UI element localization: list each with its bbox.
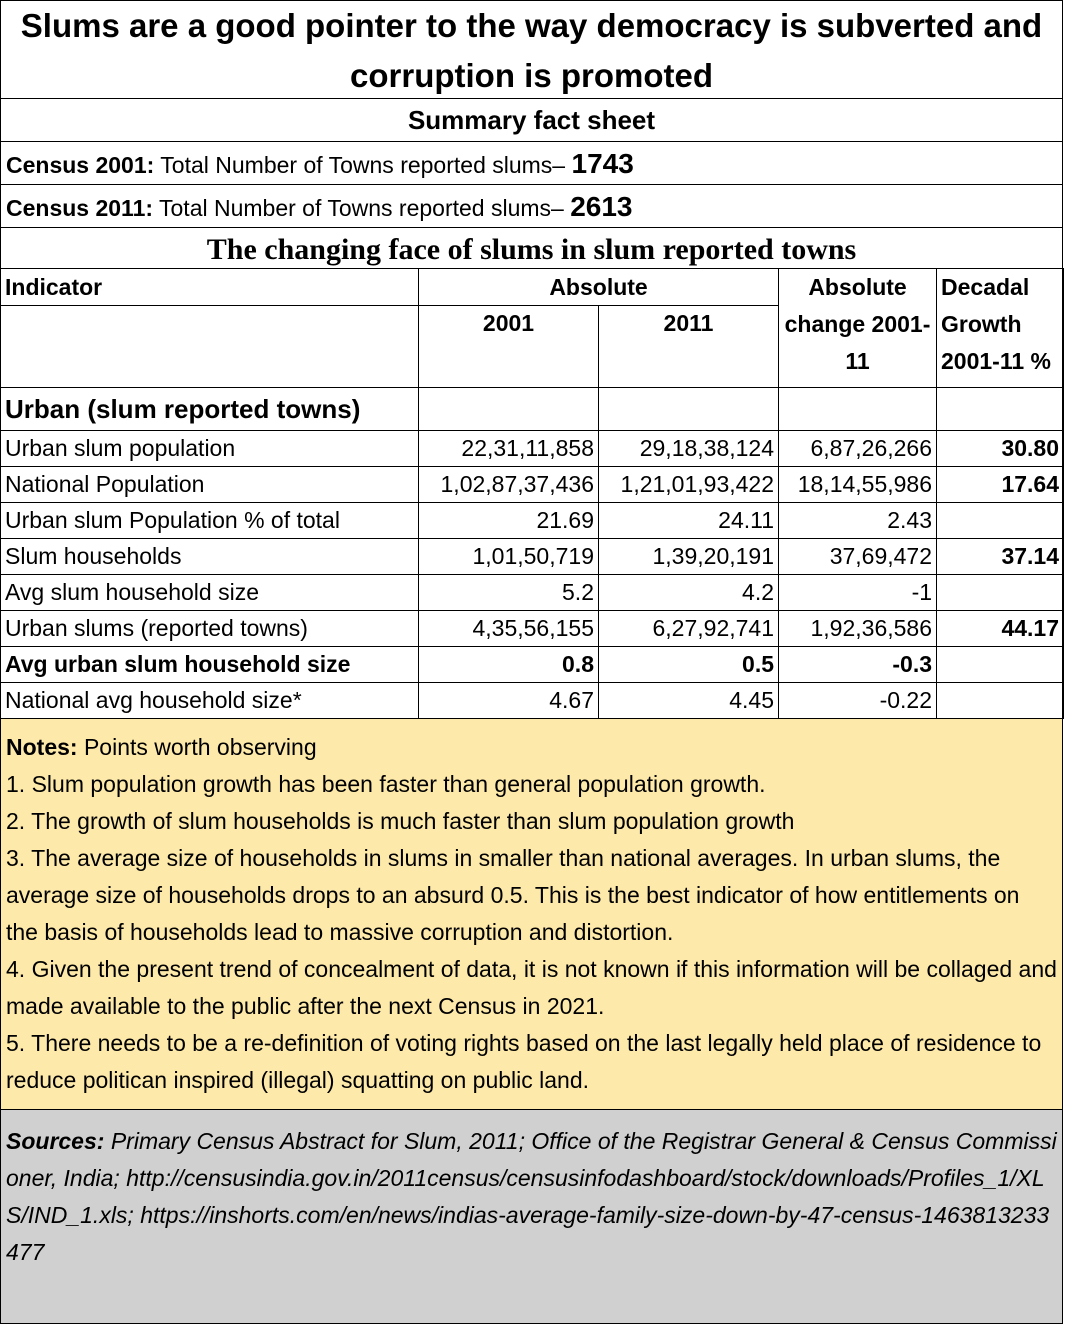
header-abs-change-l1: Absolute xyxy=(808,274,907,300)
sources-text: Primary Census Abstract for Slum, 2011; Office of the Registrar General & Census Commissioner, India; http://censusindia.gov.in/2011census/censusinfodashboard/stock/downloads/Profiles_1/XLS/IND_1.xls; https://inshorts.com/en/news/indias-average-family-size-down-by-47-census-1463813233477 xyxy=(6,1128,1057,1265)
row-value-2011: 0.5 xyxy=(599,647,779,683)
page-title: Slums are a good pointer to the way democracy is subverted and corruption is promoted xyxy=(1,1,1062,99)
sources-label: Sources: xyxy=(6,1128,105,1154)
census-2001-line xyxy=(1,142,1062,185)
row-value-2001: 4.67 xyxy=(419,683,599,719)
notes-intro: Points worth observing xyxy=(77,734,317,760)
header-abs-change-l3: 11 xyxy=(845,348,870,374)
row-value-2011: 6,27,92,741 xyxy=(599,611,779,647)
row-indicator: Urban slums (reported towns) xyxy=(1,611,419,647)
page-subtitle: Summary fact sheet xyxy=(1,99,1062,142)
header-decadal-l1: Decadal xyxy=(941,274,1030,300)
header-decadal-growth xyxy=(937,269,1064,388)
row-decadal-growth xyxy=(937,575,1064,611)
group-label: Urban (slum reported towns) xyxy=(1,388,419,431)
notes-label: Notes: xyxy=(6,734,78,760)
census-2001-text: Total Number of Towns reported slums– xyxy=(154,152,572,178)
empty-cell xyxy=(779,388,937,431)
row-absolute-change: 6,87,26,266 xyxy=(779,431,937,467)
row-decadal-growth xyxy=(937,683,1064,719)
row-value-2001: 1,01,50,719 xyxy=(419,539,599,575)
note-item: 2. The growth of slum households is much faster than slum population growth xyxy=(6,808,795,834)
row-value-2011: 24.11 xyxy=(599,503,779,539)
empty-cell xyxy=(599,388,779,431)
empty-cell xyxy=(937,388,1064,431)
table-row xyxy=(1,611,1064,647)
row-value-2001: 1,02,87,37,436 xyxy=(419,467,599,503)
row-value-2001: 0.8 xyxy=(419,647,599,683)
header-2001: 2001 xyxy=(419,306,599,388)
header-2011: 2011 xyxy=(599,306,779,388)
row-value-2011: 4.45 xyxy=(599,683,779,719)
census-2011-text: Total Number of Towns reported slums– xyxy=(153,195,571,221)
table-row xyxy=(1,467,1064,503)
sources-box xyxy=(1,1110,1062,1323)
row-absolute-change: -1 xyxy=(779,575,937,611)
header-indicator: Indicator xyxy=(1,269,419,306)
census-2001-value: 1743 xyxy=(571,148,634,179)
header-blank xyxy=(1,306,419,388)
note-item: 5. There needs to be a re-definition of voting rights based on the last legally held place of residence to reduce politican inspired (illegal) squatting on public land. xyxy=(6,1030,1042,1093)
table-row xyxy=(1,647,1064,683)
census-2011-value: 2613 xyxy=(570,191,633,222)
row-absolute-change: 18,14,55,986 xyxy=(779,467,937,503)
census-2001-label: Census 2001: xyxy=(6,152,155,178)
table-row xyxy=(1,431,1064,467)
row-indicator: National avg household size* xyxy=(1,683,419,719)
row-indicator: National Population xyxy=(1,467,419,503)
row-indicator: Avg urban slum household size xyxy=(1,647,419,683)
row-value-2011: 1,39,20,191 xyxy=(599,539,779,575)
row-indicator: Urban slum Population % of total xyxy=(1,503,419,539)
row-decadal-growth xyxy=(937,647,1064,683)
row-value-2011: 4.2 xyxy=(599,575,779,611)
row-value-2001: 21.69 xyxy=(419,503,599,539)
header-abs-change-l2: change 2001- xyxy=(784,311,931,337)
row-value-2001: 22,31,11,858 xyxy=(419,431,599,467)
section-title: The changing face of slums in slum reported towns xyxy=(206,233,857,266)
note-item: 3. The average size of households in slums in smaller than national averages. In urban slums, the average size of households drops to an absurd 0.5. This is the best indicator of how entitlements on the basis of households lead to massive corruption and distortion. xyxy=(6,845,1020,945)
row-value-2011: 1,21,01,93,422 xyxy=(599,467,779,503)
row-indicator: Avg slum household size xyxy=(1,575,419,611)
row-absolute-change: -0.3 xyxy=(779,647,937,683)
notes-box xyxy=(1,719,1062,1110)
row-decadal-growth: 37.14 xyxy=(937,539,1064,575)
row-absolute-change: 2.43 xyxy=(779,503,937,539)
census-2011-line xyxy=(1,185,1062,228)
row-indicator: Slum households xyxy=(1,539,419,575)
table-row xyxy=(1,503,1064,539)
note-item: 4. Given the present trend of concealment of data, it is not known if this information will be collaged and made available to the public after the next Census in 2021. xyxy=(6,956,1057,1019)
table-row xyxy=(1,575,1064,611)
row-value-2001: 5.2 xyxy=(419,575,599,611)
row-absolute-change: 1,92,36,586 xyxy=(779,611,937,647)
empty-cell xyxy=(419,388,599,431)
table-row xyxy=(1,539,1064,575)
note-item: 1. Slum population growth has been faster than general population growth. xyxy=(6,771,766,797)
row-indicator: Urban slum population xyxy=(1,431,419,467)
table-row xyxy=(1,683,1064,719)
row-decadal-growth: 44.17 xyxy=(937,611,1064,647)
data-table xyxy=(0,268,1064,719)
notes-heading xyxy=(6,729,1057,766)
row-value-2011: 29,18,38,124 xyxy=(599,431,779,467)
row-decadal-growth: 17.64 xyxy=(937,467,1064,503)
row-decadal-growth: 30.80 xyxy=(937,431,1064,467)
row-absolute-change: -0.22 xyxy=(779,683,937,719)
row-absolute-change: 37,69,472 xyxy=(779,539,937,575)
census-2011-label: Census 2011: xyxy=(6,195,154,221)
row-decadal-growth xyxy=(937,503,1064,539)
header-decadal-l2: Growth xyxy=(941,311,1022,337)
header-absolute: Absolute xyxy=(419,269,779,306)
header-decadal-l3: 2001-11 % xyxy=(941,348,1051,374)
header-absolute-change xyxy=(779,269,937,388)
row-value-2001: 4,35,56,155 xyxy=(419,611,599,647)
table-body xyxy=(1,431,1064,719)
